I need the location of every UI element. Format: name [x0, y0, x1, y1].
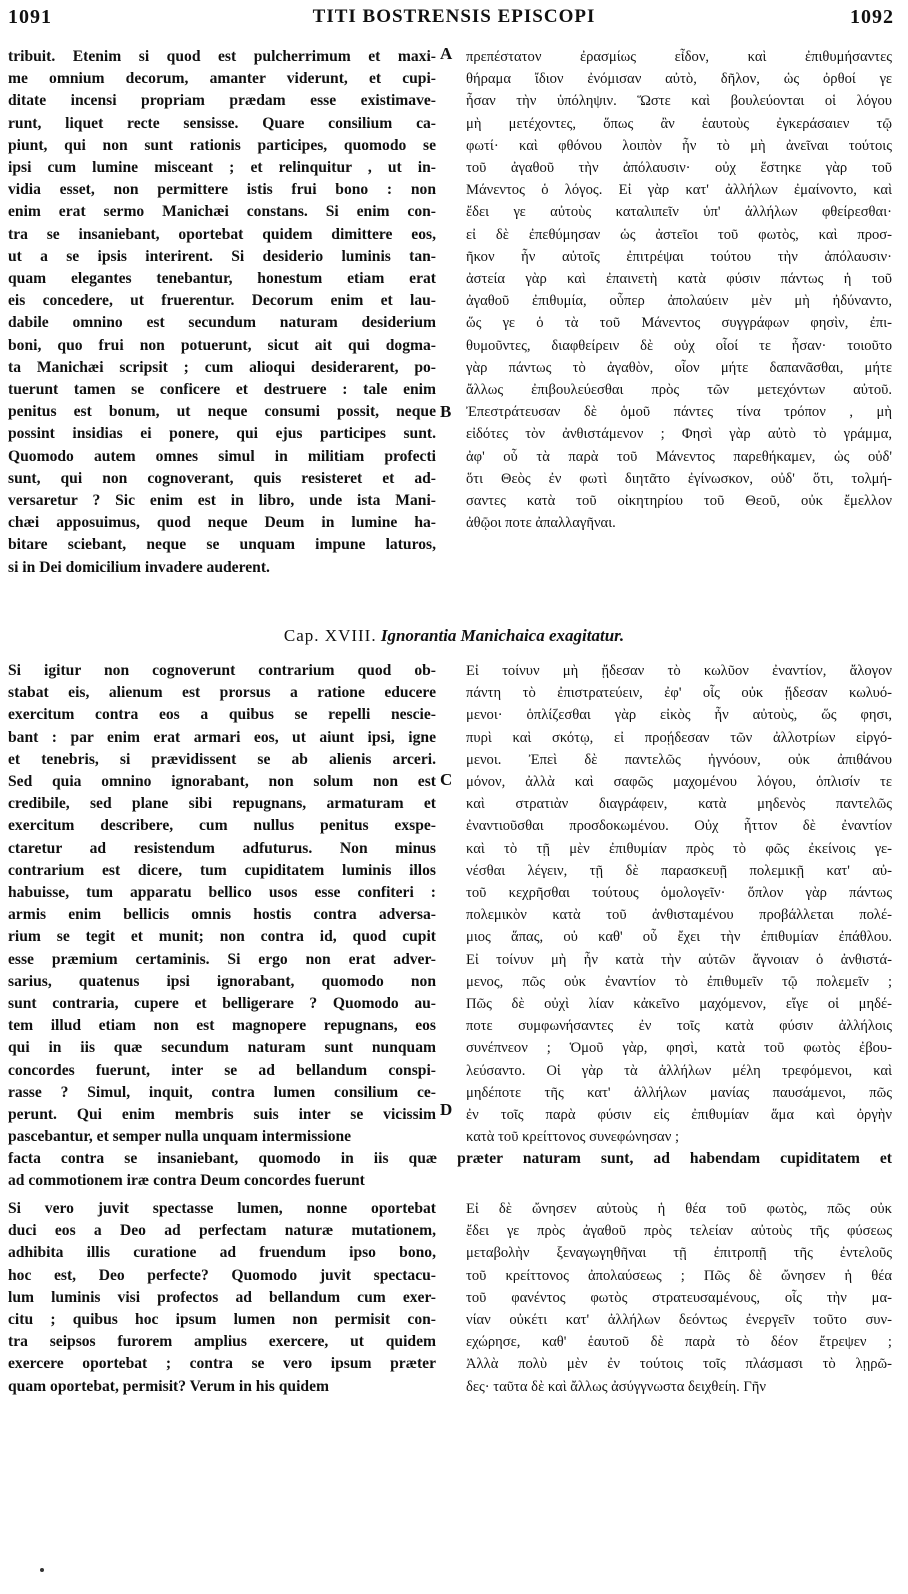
latin-column-top [8, 46, 436, 579]
latin-line: sarius, quatenus ipsi ignorabant, quomodo non [8, 972, 436, 990]
greek-line: λεύσαντο. Οἱ γὰρ τὰ ἀλλήλων μέλη τρεφόμενοι, καὶ [466, 1062, 892, 1079]
latin-line: citu ; quibus hoc ipsum lumen non permisit con- [8, 1311, 436, 1329]
latin-line: piunt, qui non sunt rationis participes, quomodo se [8, 136, 436, 154]
greek-column-bottom [466, 1198, 892, 1398]
greek-line: Πῶς δὲ οὐχὶ λίαν κἀκεῖνο μαχόμενον, εἴγε οἱ μηδέ- [466, 996, 892, 1013]
latin-line: qui in iis quæ secundum naturam sunt nunquam [8, 1039, 436, 1057]
greek-line: μιος ἅπας, οὐ καθ' οὗ ἔχει τὴν ἐπιθυμίαν ἐπάθλου. [466, 929, 892, 946]
latin-line: perunt. Qui enim membris suis inter se vicissim [8, 1106, 436, 1124]
greek-line: Εἰ τοίνυν μὴ ἦν κατὰ τὴν αὐτῶν ἄγνοιαν ὁ ἀνθιστά- [466, 951, 892, 968]
latin-line: penitus est bonum, ut neque consumi possit, neque [8, 403, 436, 421]
latin-line: tra seipsos furorem amplius exercere, ut quidem [8, 1333, 436, 1351]
greek-line: ἀγαθοῦ ἐπιθυμία, οὗπερ ἀπολαύειν μὲν μὴ ἠδύναντο, [466, 293, 892, 310]
greek-line: τοῦ κρείττονος ἀπολαύσεως ; Πῶς δὲ ὤνησεν ἡ θέα [466, 1267, 892, 1284]
latin-line: Sed quia omnino ignorabant, non solum non est [8, 773, 436, 791]
latin-line: ipsi cum lumine misceant ; et relinquitur , ut in- [8, 159, 436, 177]
greek-line: ἐν τοῖς παρὰ φύσιν εἰς ἐπιθυμίαν ἅμα καὶ ὀργὴν [466, 1107, 892, 1124]
latin-line: credibile, sed plane sibi repugnans, armaturam et [8, 795, 436, 813]
latin-line: et tenebris, si prævidissent se ab alienis arceri. [8, 750, 436, 768]
latin-line: esse præmium certaminis. Si ergo non erat adver- [8, 950, 436, 968]
latin-line: exercitum describere, cum nullus penitus exspe- [8, 817, 436, 835]
greek-column-top [466, 46, 892, 534]
latin-line: ut a se ipsis interirent. Si desiderio luminis tan- [8, 247, 436, 265]
latin-line: tribuit. Etenim si quod est pulcherrimum et maxi- [8, 48, 436, 65]
latin-line: me omnium decorum, amanter viderunt, et cupi- [8, 70, 436, 88]
latin-line: quam elegantes tenebantur, honestum etiam erat [8, 270, 436, 288]
greek-line: κατὰ τοῦ κρείττονος συνεφώνησαν ; [466, 1129, 679, 1146]
greek-line: Ἐπεστράτευσαν δὲ ὁμοῦ πάντες τίνα τρόπον , μὴ [466, 404, 892, 421]
greek-line: εχώρησε, καθ' ἑαυτοῦ δὲ παρὰ τὸ δέον ἔτρεψεν ; [466, 1334, 892, 1351]
latin-line: contrarium est dicere, tum cupiditatem luminis illos [8, 861, 436, 879]
greek-line: τοῦ κεχρῆσθαι τούτους ὁμολογεῖν· ὅπλον γὰρ πάντως [466, 885, 892, 902]
greek-column-middle [466, 660, 892, 1148]
greek-line: Εἰ τοίνυν μὴ ᾔδεσαν τὸ κωλῦον ἐναντίον, ἄλογον [466, 663, 892, 679]
greek-line: καὶ στρατιὰν διαγράφειν, κατὰ μηδενὸς παντελῶς [466, 796, 892, 813]
greek-line: θήραμα ἴδιον ἐνόμισαν αὐτὸ, δῆλον, ὡς ὀρθοί γε [466, 71, 892, 88]
greek-line: μηδέποτε τῆς κατ' ἀλλήλων μανίας παυσάμενοι, πῶς [466, 1084, 892, 1101]
greek-line: ἔδει γε πρὸς ἀγαθοῦ πρὸς τελείαν αὐτοὺς τῆς φύσεως [466, 1223, 892, 1240]
latin-line: pascebantur, et semper nulla unquam intermissione [8, 1128, 352, 1146]
greek-line: ὥς γε ὁ τὰ τοῦ Μάνεντος συγγράφων φησὶν, ἐπι- [466, 315, 892, 332]
greek-line: μενοι· ὁπλίζεσθαι γὰρ εἰκὸς ἦν αὐτοὺς, ὥς φησι, [466, 707, 892, 724]
running-header [0, 0, 908, 40]
greek-line: εἰδότες τὸν ἀνθιστάμενον ; Φησὶ γὰρ αὐτὸ τὸ γράμμα, [466, 426, 892, 443]
latin-line: lum luminis visi profectos ad bellandum cum exer- [8, 1288, 436, 1306]
latin-line: versaretur ? Sic enim est in libro, unde ista Mani- [8, 492, 436, 510]
latin-line: rasse ? Simul, inquit, contra lumen consilium ce- [8, 1083, 436, 1101]
latin-line: ta Manichæi scripsit ; cum alioqui desiderarent, po- [8, 358, 436, 376]
greek-line: νέσθαι λέγειν, τῇ δὲ παρασκευῇ πολεμικῇ κατ' αὐ- [466, 862, 892, 879]
greek-line: φωτί· καὶ φθόνου λοιπὸν ἦν τὸ μὴ ἀνεῖναι τούτοις [466, 137, 892, 154]
latin-line: sunt contraria, cupere et belligerare ? Quomodo au- [8, 995, 436, 1013]
greek-line: εἰ δὲ ἐπεθύμησαν ὡς ἀστεῖοι τοῦ φωτὸς, καὶ προσ- [466, 226, 892, 243]
latin-line: enim erat sermo Manichæi constans. Si enim con- [8, 203, 436, 221]
greek-line: μὴ μετέχοντες, ὅπως ἂν ἑαυτοὺς ἐγκεράσαιεν τῷ [466, 115, 892, 132]
latin-line: bitare sciebant, neque se unquam impune laturos, [8, 536, 436, 554]
greek-line: πρεπέστατον ἐρασμίως εἶδον, καὶ ἐπιθυμήσαντες [466, 49, 892, 65]
latin-line: armis enim bellicis omnis hostis contra adversa- [8, 906, 436, 924]
greek-line: θυμοῦντες, διαφθείρειν δὲ οὐχ οἷοί τε ἦσαν· τοιοῦτο [466, 337, 892, 354]
latin-line: adhibita illis curatione ad fruendum ipso bono, [8, 1244, 436, 1262]
latin-line: Quomodo autem omnes simul in militiam profecti [8, 447, 436, 465]
latin-line: rium se tegit et munit; non contra id, quod cupit [8, 928, 436, 946]
latin-line: Si vero juvit spectasse lumen, nonne oportebat [8, 1200, 436, 1217]
greek-line: πολεμικὸν κατὰ τοῦ ἀνθισταμένου προβάλλεται πολέ- [466, 907, 892, 924]
greek-line: ἐναντιοῦσθαι προσδοκωμένου. Οὐχ ἧττον δὲ ἐναντίον [466, 818, 892, 835]
latin-line: duci eos a Deo ad perfectam naturæ mutationem, [8, 1222, 436, 1240]
page-number-right: 1092 [850, 6, 894, 28]
section-marker-c: C [440, 770, 453, 789]
section-marker-d: D [440, 1100, 453, 1119]
greek-line: συνέπνεον ; Ὁμοῦ γὰρ, φησὶ, κατὰ τοῦ φωτὸς ἐβου- [466, 1040, 892, 1057]
latin-line: Si igitur non cognoverunt contrarium quod ob- [8, 662, 436, 679]
greek-line: τοῦ φανέντος φωτὸς στρατευσαμένους, οἷς τὴν μα- [466, 1289, 892, 1306]
latin-line: sunt, qui non cognoverant, quis resisteret et ad- [8, 469, 436, 487]
latin-line: dabile omnino est secundum naturam desiderium [8, 314, 436, 332]
greek-line: Ἀλλὰ πολὺ μὲν ἐν τούτοις τοῖς πλάσμασι τὸ λῃρῶ- [466, 1356, 892, 1373]
latin-line: runt, liquet recte sensisse. Quare consilium ca- [8, 114, 436, 132]
latin-line: possint insidias ei ponere, qui ejus participes sunt. [8, 425, 436, 443]
greek-line: νίαν οὐκέτι κατ' ἀλλήλων δεόντως ἐνεργεῖν τοῦτο συν- [466, 1312, 892, 1329]
latin-line: ctaretur ad resistendum adfuturus. Non minus [8, 839, 436, 857]
latin-line: exercere oportebat ; contra se vero ipsum præter [8, 1355, 436, 1373]
footer-dot [40, 1568, 44, 1572]
section-marker-a: A [440, 44, 453, 63]
greek-line: σαντες κατὰ τοῦ οἰκητηρίου τοῦ Θεοῦ, οὐκ ἔμελλον [466, 493, 892, 510]
greek-line: μόνον, ἀλλὰ καὶ σαφῶς μαχομένου λόγου, ὁπλισίν τε [466, 774, 892, 791]
latin-line: chæi apposuimus, quod neque Deum in lumine ha- [8, 514, 436, 532]
greek-line: μεταβολὴν ξεναγωγηθῆναι τῇ ἐπιτροπῇ τῆς ἐντελοῦς [466, 1245, 892, 1262]
chapter-number: Cap. XVIII. [283, 626, 377, 645]
greek-line: μενοι. Ἐπεὶ δὲ παντελῶς ἠγνόουν, οὐκ ἀπιθάνου [466, 751, 892, 768]
latin-column-bottom [8, 1198, 436, 1398]
latin-line: facta contra se insaniebant, quomodo in iis quæ præter naturam sunt, ad habendam cupiditatem et [8, 1150, 892, 1167]
page-number-left: 1091 [8, 6, 52, 28]
greek-line: ὅτι Θεὸς ἐν φωτὶ διητᾶτο ἐγίνωσκον, οὐδ' ὅτι, τολμή- [466, 470, 892, 487]
latin-line: bant : par enim erat armari eos, ut aiunt ipsi, igne [8, 728, 436, 746]
latin-line: ad commotionem iræ contra Deum concordes fuerunt [8, 1172, 365, 1190]
chapter-title: Ignorantia Manichaica exagitatur. [380, 626, 625, 645]
greek-line: δες· ταῦτα δὲ καὶ ἄλλως ἀσύγγνωστα δειχθείη. Γῆν [466, 1378, 767, 1395]
greek-line: ἀθῷοι ποτε ἀπαλλαγῆναι. [466, 515, 616, 532]
greek-line: πάντη τὸ ἐπιστρατεύειν, ἐφ' οἷς οὐκ ᾔδεσαν κωλυό- [466, 685, 892, 702]
greek-line: πυρὶ καὶ σκότῳ, εἰ προῄδεσαν τῶν ἀλλοτρίων εἰργό- [466, 729, 892, 746]
greek-line: ἦσαν τὴν ὑπόληψιν. Ὥστε καὶ βουλεύονται οἱ λόγου [466, 93, 892, 110]
latin-line: concordes fuerunt, inter se ad bellandum conspi- [8, 1061, 436, 1079]
running-title: TITI BOSTRENSIS EPISCOPI [312, 6, 596, 27]
latin-line: boni, quo frui non potuerunt, sicut ait qui dogma- [8, 336, 436, 354]
latin-line: hoc est, Deo perfecte? Quomodo juvit spectacu- [8, 1266, 436, 1284]
greek-line: ἔδει γε αὐτοὺς καταλιπεῖν ὑπ' ἀλλήλων φθείρεσθαι· [466, 204, 892, 221]
latin-line: si in Dei domicilium invadere auderent. [8, 558, 270, 576]
latin-line: ditate incensi propriam prædam esse existimave- [8, 92, 436, 110]
greek-line: καὶ τὸ τῇ μὲν ἐπιθυμίαν πρὸς τὸ φῶς ἐκείνοις γε- [466, 840, 892, 857]
latin-line: tuerunt tamen se conficere et destruere : tale enim [8, 381, 436, 399]
section-marker-b: B [440, 402, 452, 421]
latin-line: exercitum contra eos a quibus se repelli nescie- [8, 706, 436, 724]
latin-line: habuisse, tum apparatu bellico usos esse confiteri : [8, 884, 436, 902]
greek-line: ποτε συμφωνήσαντες ἐν τοῖς κατὰ φύσιν ἀλλήλοις [466, 1018, 892, 1035]
greek-line: ἀστεία γὰρ καὶ ἐπαινετὴ κατὰ φύσιν πάντως ἡ τοῦ [466, 271, 892, 288]
greek-line: ῆκον ἦν αὐτοῖς ἐπιτρέψαι τούτου τὴν ἀπόλαυσιν· [466, 248, 892, 265]
latin-line: stabat eis, alienum est prorsus a ratione educere [8, 684, 436, 702]
latin-line: tem illud etiam non est magnopere repugnans, eos [8, 1017, 436, 1035]
chapter-heading [0, 626, 908, 646]
greek-line: τοῦ ἀγαθοῦ τὴν ἀπόλαυσιν· οὐχ ἕστηκε γὰρ τοῦ [466, 160, 892, 177]
latin-line: vidia esset, non permittere istis frui bono : non [8, 181, 436, 199]
latin-line: tra se insaniebant, oportebat quidem dimittere eos, [8, 225, 436, 243]
latin-line: quam oportebat, permisit? Verum in his quidem [8, 1377, 330, 1395]
latin-line: eis concedere, ut fruerentur. Decorum enim et lau- [8, 292, 436, 310]
greek-line: Μάνεντος ὁ λόγος. Εἰ γὰρ κατ' ἀλλήλων ἐμαίνοντο, καὶ [466, 182, 892, 199]
latin-full-width-lines [8, 1148, 892, 1192]
greek-line: μενος, πῶς οὐκ ἐναντίον τὸ ἐπιθυμεῖν τῷ πολεμεῖν ; [466, 973, 892, 990]
latin-column-middle [8, 660, 436, 1148]
greek-line: Εἰ δὲ ὤνησεν αὐτοὺς ἡ θέα τοῦ φωτὸς, πῶς οὐκ [466, 1201, 892, 1217]
greek-line: γὰρ πάντως τὸ ἀγαθὸν, οἷον μήτε δαπανᾶσθαι, μήτε [466, 359, 892, 376]
greek-line: ἀφ' οὗ τὰ παρὰ τοῦ Μάνεντος παρεθήκαμεν, ὡς οὐδ' [466, 448, 892, 465]
greek-line: ἄλλως ἐπιβουλεύεσθαι πρὸς τῶν μετεχόντων αὐτοῦ. [466, 382, 892, 399]
